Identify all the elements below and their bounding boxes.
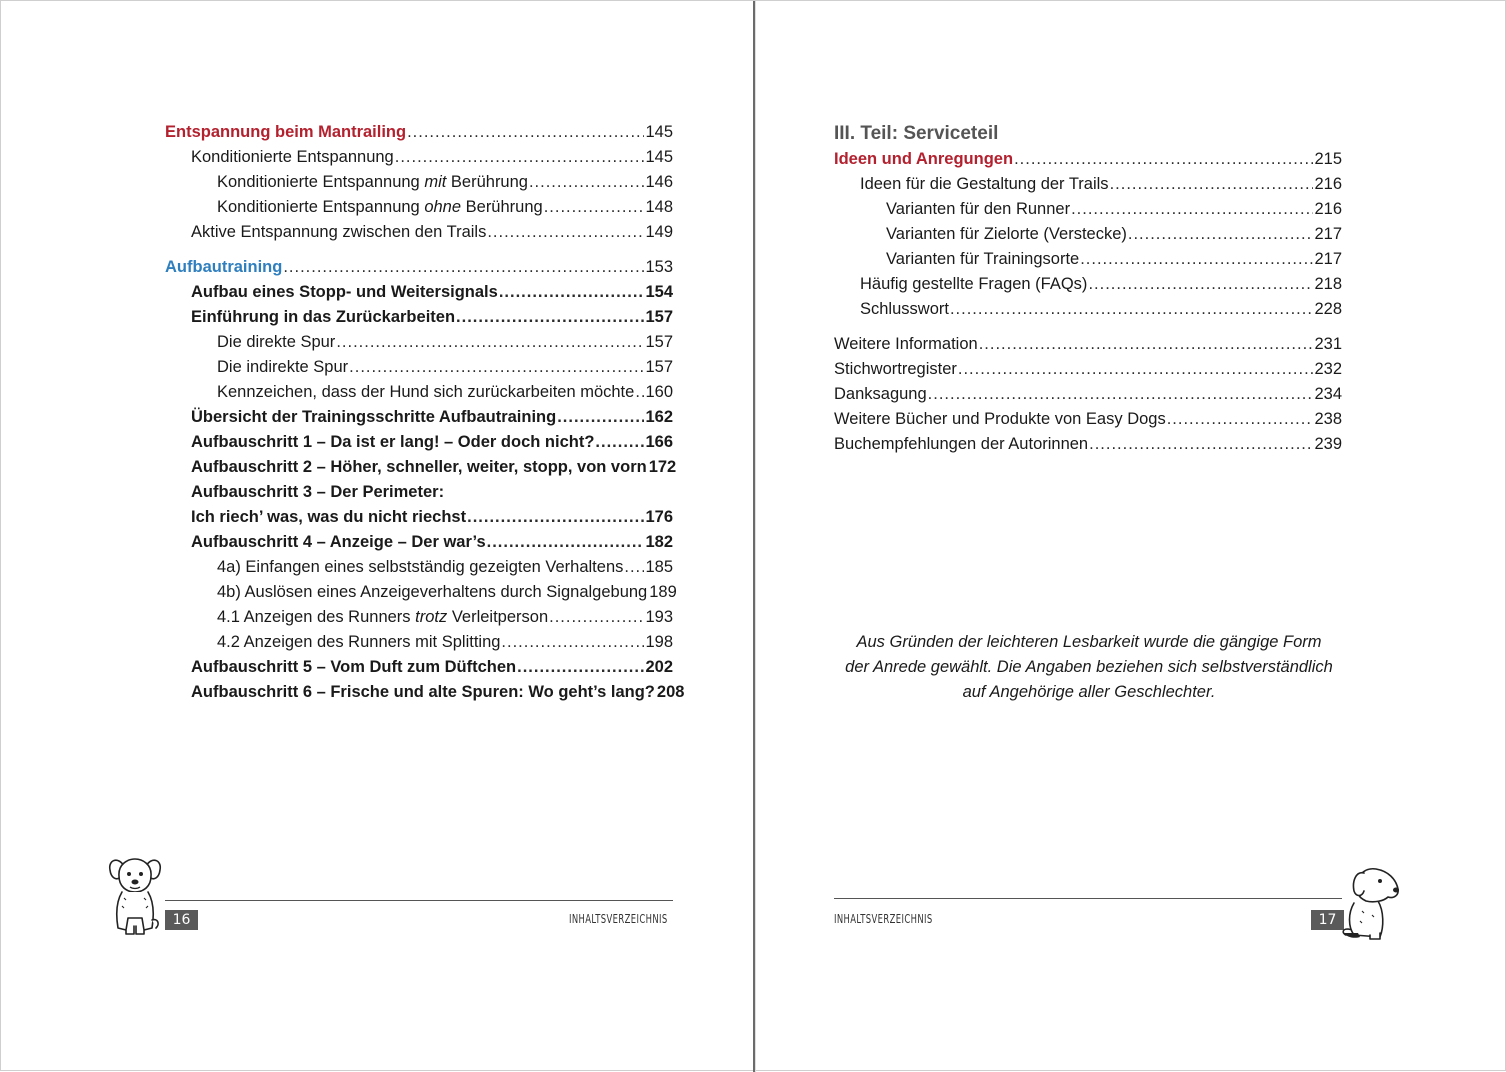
toc-leader-dots — [501, 630, 644, 655]
toc-leader-dots — [499, 280, 645, 305]
toc-entry-title: Konditionierte Entspannung — [191, 148, 394, 166]
toc-entry — [165, 355, 673, 380]
toc-page-number: 228 — [1314, 300, 1342, 318]
toc-entry — [165, 655, 673, 680]
toc-entry — [165, 170, 673, 195]
toc-entry — [834, 332, 1342, 357]
dog-sitting-side-icon — [1340, 863, 1402, 941]
toc-leader-dots — [544, 195, 645, 220]
toc-page-number: 234 — [1314, 385, 1342, 403]
left-page — [1, 1, 754, 1072]
toc-leader-dots — [595, 430, 644, 455]
toc-entry-title: Übersicht der Trainingsschritte Aufbautraining — [191, 408, 557, 426]
toc-entry — [165, 680, 685, 705]
toc-entry-title: Ideen für die Gestaltung der Trails — [860, 175, 1109, 193]
toc-page-number: 146 — [645, 173, 673, 191]
toc-page-number: 189 — [649, 583, 677, 601]
toc-leader-dots — [467, 505, 644, 530]
toc-page-number: 166 — [645, 433, 673, 451]
toc-leader-dots — [487, 530, 645, 555]
toc-leader-dots — [395, 145, 645, 170]
notice-line: der Anrede gewählt. Die Angaben beziehen sich selbstverständlich — [845, 658, 1333, 676]
toc-page-number: 157 — [645, 308, 673, 326]
toc-page-number: 148 — [645, 198, 673, 216]
dog-sitting-front-icon — [104, 854, 166, 936]
toc-entry-title: 4.2 Anzeigen des Runners mit Splitting — [217, 633, 501, 651]
toc-entry — [165, 145, 673, 170]
toc-page-number: 217 — [1314, 250, 1342, 268]
toc-entry-title: Aktive Entspannung zwischen den Trails — [191, 223, 487, 241]
toc-right — [834, 147, 1342, 457]
toc-entry-title: Aufbauschritt 6 – Frische und alte Spuren: Wo geht’s lang? — [191, 683, 655, 701]
toc-entry — [165, 480, 673, 505]
toc-leader-dots — [1071, 197, 1313, 222]
toc-page-number: 145 — [645, 148, 673, 166]
toc-entry-title: Aufbautraining — [165, 258, 283, 276]
toc-leader-dots — [979, 332, 1314, 357]
toc-entry — [165, 605, 673, 630]
toc-entry — [165, 120, 673, 145]
notice-line: auf Angehörige aller Geschlechter. — [962, 683, 1216, 701]
toc-leader-dots — [1110, 172, 1314, 197]
toc-leader-dots — [635, 380, 644, 405]
toc-entry — [165, 630, 673, 655]
toc-leader-dots — [336, 330, 644, 355]
running-title: INHALTSVERZEICHNIS — [569, 912, 668, 926]
toc-leader-dots — [407, 120, 644, 145]
toc-entry-title: Aufbau eines Stopp- und Weitersignals — [191, 283, 498, 301]
toc-leader-dots — [1089, 432, 1313, 457]
toc-entry — [834, 297, 1342, 322]
toc-page-number: 153 — [645, 258, 673, 276]
toc-entry — [165, 555, 673, 580]
toc-entry-title: Stichwortregister — [834, 360, 957, 378]
toc-entry — [834, 272, 1342, 297]
toc-entry-title: Entspannung beim Mantrailing — [165, 123, 407, 141]
toc-page-number: 145 — [645, 123, 673, 141]
toc-entry-title: Ich riech’ was, was du nicht riechst — [191, 508, 467, 526]
toc-entry — [165, 405, 673, 430]
toc-entry-title: 4b) Auslösen eines Anzeigeverhaltens durch Signalgebung — [217, 583, 648, 601]
notice-text — [834, 630, 1344, 705]
toc-page-number: 162 — [645, 408, 673, 426]
toc-page-number: 218 — [1314, 275, 1342, 293]
toc-entry — [165, 305, 673, 330]
toc-entry-title: Konditionierte Entspannung mit Berührung — [217, 173, 528, 191]
toc-entry-title: 4.1 Anzeigen des Runners trotz Verleitperson — [217, 608, 549, 626]
toc-entry-title: Aufbauschritt 2 – Höher, schneller, weiter, stopp, von vorn — [191, 458, 647, 476]
toc-entry — [165, 530, 673, 555]
notice-line: Aus Gründen der leichteren Lesbarkeit wurde die gängige Form — [856, 633, 1322, 651]
page-number: 16 — [165, 910, 198, 930]
toc-leader-dots — [549, 605, 644, 630]
toc-page-number: 232 — [1314, 360, 1342, 378]
toc-entry — [165, 330, 673, 355]
toc-entry-title: Ideen und Anregungen — [834, 150, 1014, 168]
toc-leader-dots — [517, 655, 644, 680]
toc-entry — [834, 222, 1342, 247]
page-number: 17 — [1311, 910, 1344, 930]
toc-leader-dots — [349, 355, 644, 380]
toc-page-number: 217 — [1314, 225, 1342, 243]
toc-entry-title: Weitere Information — [834, 335, 978, 353]
toc-entry — [165, 455, 677, 480]
running-title: INHALTSVERZEICHNIS — [834, 912, 933, 926]
toc-page-number: 157 — [645, 333, 673, 351]
toc-entry — [165, 195, 673, 220]
toc-entry — [834, 147, 1342, 172]
toc-entry — [834, 382, 1342, 407]
toc-entry-title: Varianten für Trainingsorte — [886, 250, 1080, 268]
toc-entry-title: Einführung in das Zurückarbeiten — [191, 308, 456, 326]
toc-leader-dots — [1088, 272, 1313, 297]
toc-page-number: 185 — [645, 558, 673, 576]
toc-entry — [834, 407, 1342, 432]
toc-leader-dots — [624, 555, 644, 580]
toc-entry — [165, 255, 673, 280]
toc-entry-title: Aufbauschritt 5 – Vom Duft zum Düftchen — [191, 658, 517, 676]
toc-page-number: 154 — [645, 283, 673, 301]
toc-page-number: 176 — [645, 508, 673, 526]
toc-entry-title: Kennzeichen, dass der Hund sich zurückarbeiten möchte — [217, 383, 635, 401]
toc-entry — [165, 505, 673, 530]
toc-entry-title: Aufbauschritt 4 – Anzeige – Der war’s — [191, 533, 486, 551]
toc-leader-dots — [1128, 222, 1314, 247]
toc-entry-title: Die indirekte Spur — [217, 358, 349, 376]
toc-leader-dots — [1167, 407, 1314, 432]
toc-leader-dots — [283, 255, 644, 280]
toc-entry — [165, 380, 673, 405]
toc-entry — [165, 580, 677, 605]
toc-entry — [165, 280, 673, 305]
toc-entry-title: Weitere Bücher und Produkte von Easy Dogs — [834, 410, 1166, 428]
toc-entry-title: Aufbauschritt 3 – Der Perimeter: — [191, 483, 445, 501]
toc-page-number: 216 — [1314, 175, 1342, 193]
toc-entry — [834, 432, 1342, 457]
toc-entry — [165, 220, 673, 245]
toc-entry — [165, 430, 673, 455]
toc-page-number: 182 — [645, 533, 673, 551]
toc-entry-title: Danksagung — [834, 385, 927, 403]
toc-page-number: 149 — [645, 223, 673, 241]
toc-entry-title: Varianten für den Runner — [886, 200, 1071, 218]
toc-page-number: 231 — [1314, 335, 1342, 353]
toc-page-number: 172 — [648, 458, 677, 476]
toc-entry-title: Varianten für Zielorte (Verstecke) — [886, 225, 1127, 243]
footer-rule — [834, 898, 1342, 899]
toc-page-number: 160 — [645, 383, 673, 401]
toc-leader-dots — [487, 220, 644, 245]
toc-entry — [834, 172, 1342, 197]
toc-page-number: 215 — [1314, 150, 1342, 168]
toc-leader-dots — [456, 305, 644, 330]
toc-spacer — [165, 245, 673, 255]
toc-leader-dots — [557, 405, 644, 430]
toc-page-number: 208 — [656, 683, 685, 701]
toc-page-number: 198 — [645, 633, 673, 651]
toc-page-number: 202 — [645, 658, 673, 676]
toc-leader-dots — [958, 357, 1314, 382]
toc-leader-dots — [1080, 247, 1313, 272]
toc-leader-dots — [529, 170, 645, 195]
toc-page-number: 238 — [1314, 410, 1342, 428]
toc-page-number: 193 — [645, 608, 673, 626]
toc-entry-title: Die direkte Spur — [217, 333, 336, 351]
toc-entry-title: Konditionierte Entspannung ohne Berührung — [217, 198, 543, 216]
right-page — [756, 1, 1506, 1072]
toc-entry — [834, 247, 1342, 272]
section-heading: III. Teil: Serviceteil — [834, 123, 999, 144]
toc-entry-title: 4a) Einfangen eines selbstständig gezeigten Verhaltens — [217, 558, 624, 576]
toc-leader-dots — [950, 297, 1314, 322]
toc-entry — [834, 357, 1342, 382]
toc-page-number: 157 — [645, 358, 673, 376]
toc-spacer — [834, 322, 1342, 332]
toc-entry-title: Schlusswort — [860, 300, 949, 318]
toc-entry-title: Häufig gestellte Fragen (FAQs) — [860, 275, 1088, 293]
toc-page-number: 216 — [1314, 200, 1342, 218]
toc-leader-dots — [928, 382, 1314, 407]
toc-left — [165, 120, 685, 705]
toc-page-number: 239 — [1314, 435, 1342, 453]
footer-rule — [165, 900, 673, 901]
toc-leader-dots — [1014, 147, 1313, 172]
toc-entry-title: Buchempfehlungen der Autorinnen — [834, 435, 1089, 453]
toc-entry-title: Aufbauschritt 1 – Da ist er lang! – Oder doch nicht? — [191, 433, 595, 451]
toc-entry — [834, 197, 1342, 222]
